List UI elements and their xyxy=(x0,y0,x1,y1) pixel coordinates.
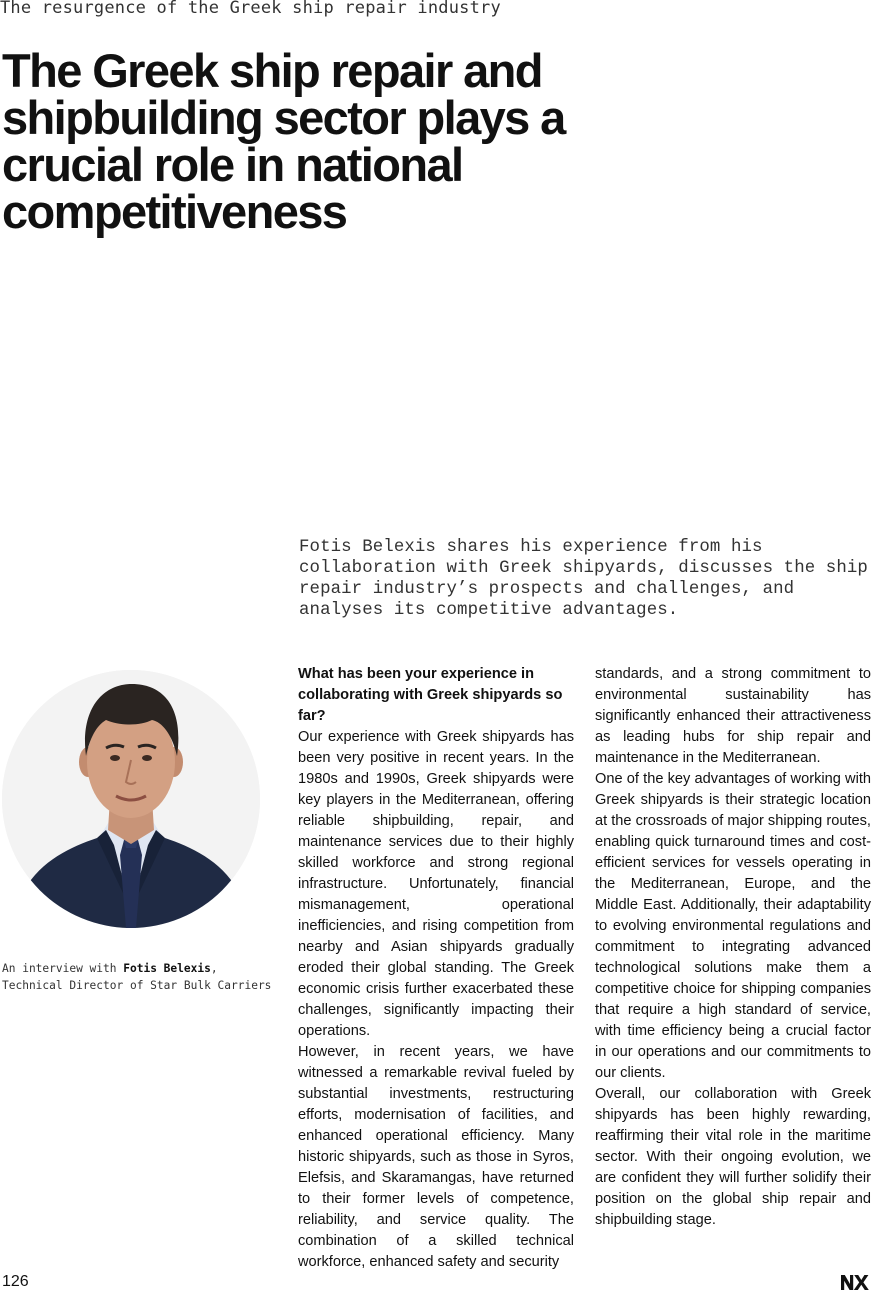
article-paragraph: Our experience with Greek shipyards has been very positive in recent years. In the 1980s and 1990s, Greek shipyards were key players in the Mediterranean, offering reliable shipbuilding, repair, and maintenance services due to their highly skilled workforce and strong regional infrastructure. Unfortunately, financial mismanagement, operational inefficiencies, and rising competition from nearby and Asian shipyards gradually eroded their global standing. The Greek economic crisis further exacerbated these challenges, significantly impacting their operations. xyxy=(298,729,574,1039)
article-column-right xyxy=(595,664,871,1231)
article-paragraph-continued: standards, and a strong commitment to environmental sustainability has significantly enhanced their attractiveness as leading hubs for ship repair and maintenance in the Mediterranean. xyxy=(595,666,871,766)
interview-question: What has been your experience in collaborating with Greek shipyards so far? xyxy=(298,666,563,724)
page-number: 126 xyxy=(2,1273,29,1290)
article-paragraph: Overall, our collaboration with Greek shipyards has been highly rewarding, reaffirming their vital role in the maritime sector. With their ongoing evolution, we are confident they will further solidify their position on the global ship repair and shipbuilding stage. xyxy=(595,1086,871,1228)
caption-prefix: An interview with xyxy=(2,962,124,975)
caption-title: Technical Director of Star Bulk Carriers xyxy=(2,978,272,992)
article-paragraph: One of the key advantages of working with Greek shipyards is their strategic location at the crossroads of major shipping routes, enabling quick turnaround times and cost-efficient services for vessels operating in the Mediterranean, Europe, and the Middle East. Additionally, their adaptability to evolving environmental regulations and commitment to integrating advanced technological solutions make them a competitive choice for shipping companies that require a high standard of service, with time efficiency being a crucial factor in our operations and our commitments to our clients. xyxy=(595,771,871,1081)
portrait-illustration xyxy=(2,670,260,928)
running-head: The resurgence of the Greek ship repair industry xyxy=(0,0,501,18)
standfirst: Fotis Belexis shares his experience from his collaboration with Greek shipyards, discusses the ship repair industry’s prospects and challenges, and analyses its competitive advantages. xyxy=(299,538,868,620)
photo-caption xyxy=(2,961,282,994)
headline: The Greek ship repair and shipbuilding sector plays a crucial role in national competitiveness xyxy=(2,44,565,238)
publication-logo xyxy=(841,1275,869,1290)
article-paragraph: However, in recent years, we have witnessed a remarkable revival fueled by substantial investments, restructuring efforts, modernisation of facilities, and enhanced operational efficiency. Many historic shipyards, such as those in Syros, Elefsis, and Skaramangas, have returned to their former levels of competence, reliability, and service quality. The combination of a skilled technical workforce, enhanced safety and security xyxy=(298,1044,574,1270)
portrait-photo xyxy=(2,670,260,928)
caption-suffix: , xyxy=(210,962,218,975)
article-column-left xyxy=(298,664,574,1273)
caption-name: Fotis Belexis xyxy=(123,962,211,975)
nx-logo-icon xyxy=(841,1275,869,1290)
